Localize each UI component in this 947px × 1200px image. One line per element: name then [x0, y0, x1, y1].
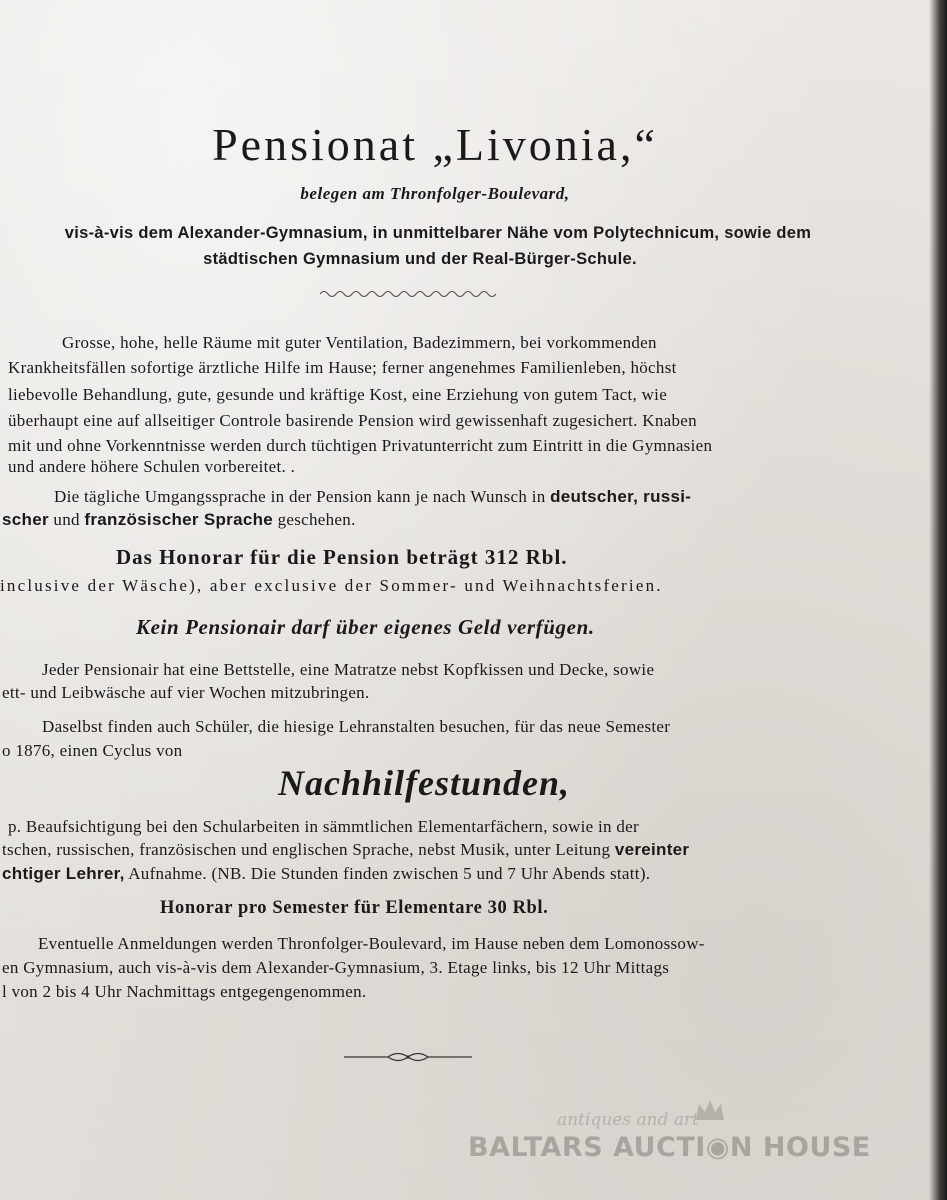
honorar-heading: Das Honorar für die Pension beträgt 312 Rbl.	[116, 545, 568, 569]
students-line-1: Daselbst finden auch Schüler, die hiesige Lehranstalten besuchen, für das neue Semester	[42, 717, 671, 736]
language-line-1	[54, 487, 691, 507]
lessons-line-1: p. Beaufsichtigung bei den Schularbeiten in sämmtlichen Elementarfächern, sowie in der	[8, 817, 639, 836]
wavy-divider	[318, 288, 503, 300]
language-text: Die tägliche Umgangssprache in der Pension kann je nach Wunsch in	[54, 487, 551, 506]
bedding-line-2: ett- und Leibwäsche auf vier Wochen mitzubringen.	[2, 683, 370, 702]
lessons-text: Aufnahme. (NB. Die Stunden finden zwischen 5 und 7 Uhr Abends statt).	[124, 864, 651, 883]
language-text: geschehen.	[273, 510, 356, 529]
bedding-line-1: Jeder Pensionair hat eine Bettstelle, eine Matratze nebst Kopfkissen und Decke, sowie	[42, 660, 655, 679]
paragraph-line: liebevolle Behandlung, gute, gesunde und kräftige Kost, eine Erziehung von gutem Tact, wie	[8, 385, 668, 404]
honorar-note: inclusive der Wäsche), aber exclusive der Sommer- und Weihnachtsferien.	[0, 576, 663, 595]
lessons-text: tschen, russischen, französischen und englischen Sprache, nebst Musik, unter Leitung	[2, 840, 615, 859]
registration-line-1: Eventuelle Anmeldungen werden Thronfolger-Boulevard, im Hause neben dem Lomonossow-	[38, 934, 705, 953]
lessons-line-2	[2, 840, 689, 860]
language-emphasis: französischer Sprache	[84, 510, 274, 529]
paragraph-line: Grosse, hohe, helle Räume mit guter Ventilation, Badezimmern, bei vorkommenden	[62, 333, 657, 352]
language-text: und	[48, 510, 85, 529]
paragraph-line: Krankheitsfällen sofortige ärztliche Hilfe im Hause; ferner angenehmes Familienleben, höchst	[8, 358, 677, 377]
registration-line-3: l von 2 bis 4 Uhr Nachmittags entgegengenommen.	[2, 982, 367, 1001]
page-title: Pensionat „Livonia,“	[212, 119, 658, 170]
rule-no-money: Kein Pensionair darf über eigenes Geld verfügen.	[136, 615, 595, 639]
paragraph-line: überhaupt eine auf allseitiger Controle basirende Pension wird gewissenhaft zugesichert. Knaben	[8, 411, 697, 430]
language-emphasis: deutscher, russi-	[550, 487, 692, 506]
location-line-1: vis-à-vis dem Alexander-Gymnasium, in unmittelbarer Nähe vom Polytechnicum, sowie dem	[64, 224, 812, 242]
location-line-2: städtischen Gymnasium und der Real-Bürger-Schule.	[203, 250, 637, 268]
watermark-name: BALTARS AUCTI◉N HOUSE	[468, 1132, 871, 1163]
language-line-2	[2, 510, 356, 530]
page-edge-shadow	[929, 0, 947, 1200]
paragraph-line: mit und ohne Vorkenntnisse werden durch tüchtigen Privatunterricht zum Eintritt in die Gymnasien	[8, 436, 713, 455]
watermark-tagline: antiques and art	[557, 1110, 699, 1130]
flourish-ornament	[342, 1049, 474, 1065]
lessons-emphasis: chtiger Lehrer,	[2, 864, 125, 883]
students-line-2: o 1876, einen Cyclus von	[2, 741, 183, 760]
honorar-semester: Honorar pro Semester für Elementare 30 Rbl.	[160, 898, 549, 918]
nachhilfe-heading: Nachhilfestunden,	[278, 763, 571, 803]
lessons-line-3	[2, 864, 650, 884]
subtitle-address: belegen am Thronfolger-Boulevard,	[300, 184, 570, 203]
language-emphasis: scher	[2, 510, 49, 529]
auction-watermark	[468, 1110, 871, 1170]
registration-line-2: en Gymnasium, auch vis-à-vis dem Alexander-Gymnasium, 3. Etage links, bis 12 Uhr Mittags	[2, 958, 670, 977]
lessons-emphasis: vereinter	[614, 840, 690, 859]
paragraph-line: und andere höhere Schulen vorbereitet. .	[8, 457, 296, 476]
